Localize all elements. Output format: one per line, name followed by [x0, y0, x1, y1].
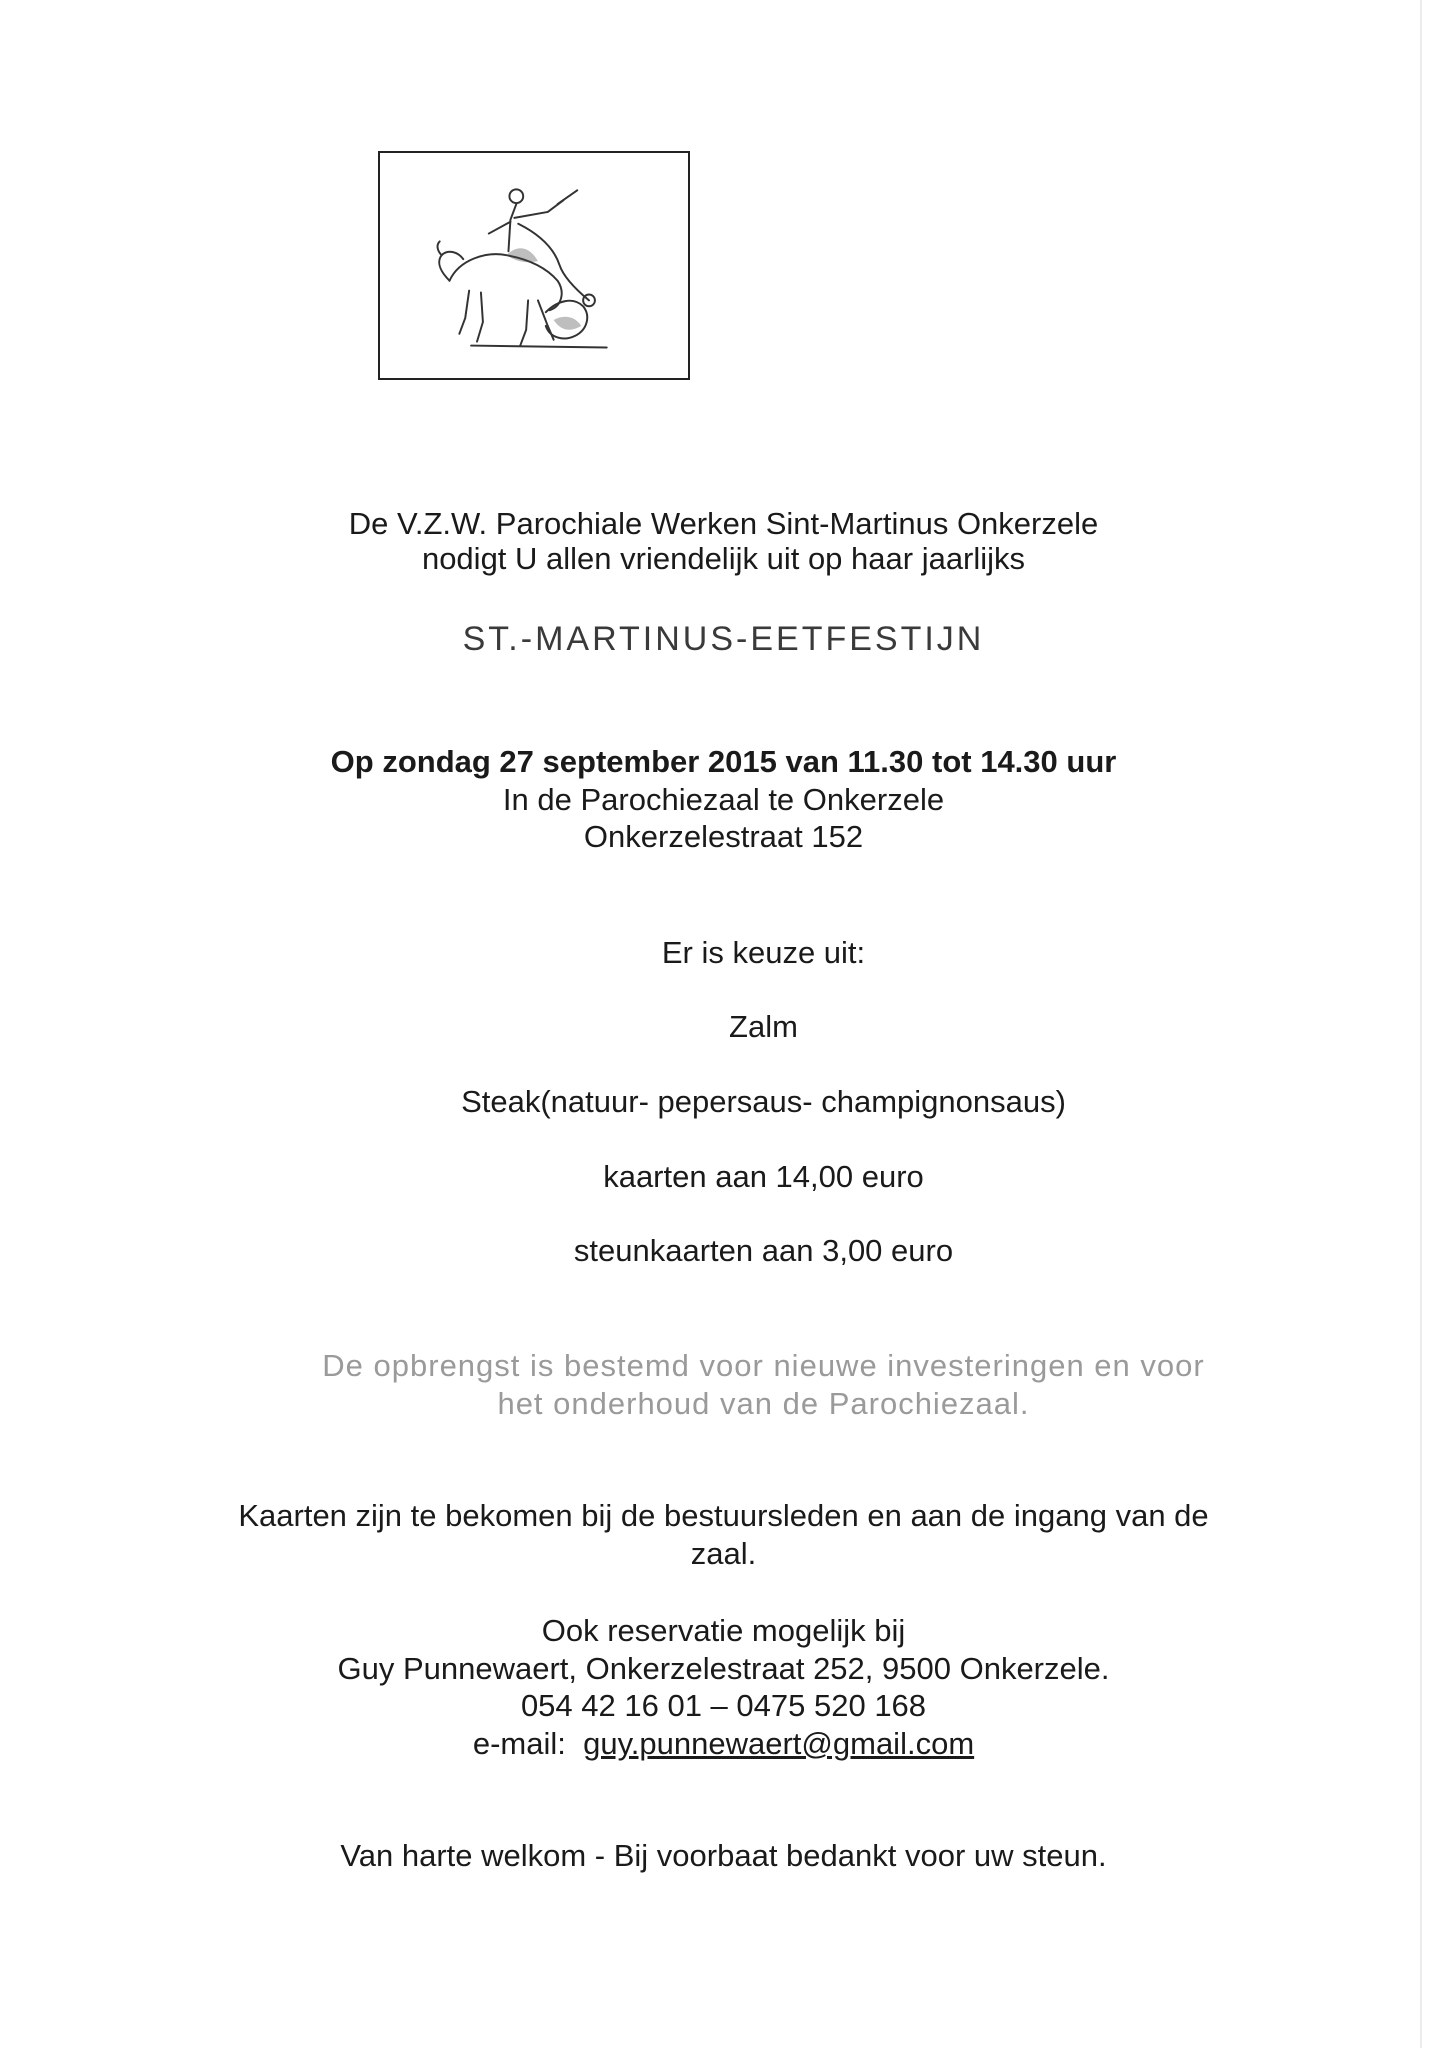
menu-item-zalm: Zalm: [729, 1009, 798, 1044]
support-card-price: steunkaarten aan 3,00 euro: [573, 1233, 954, 1268]
reservation-phones: 054 42 16 01 – 0475 520 168: [520, 1688, 927, 1723]
tickets-line-1: Kaarten zijn te bekomen bij de bestuursleden en aan de ingang van de: [238, 1498, 1209, 1533]
event-date-time: Op zondag 27 september 2015 van 11.30 tot 14.30 uur: [330, 744, 1117, 779]
email-label: e-mail:: [472, 1726, 566, 1761]
card-price: kaarten aan 14,00 euro: [603, 1159, 924, 1194]
event-venue: In de Parochiezaal te Onkerzele: [502, 782, 945, 817]
event-title: ST.-MARTINUS-EETFESTIJN: [462, 620, 985, 658]
menu-item-steak: Steak(natuur- pepersaus- champignonsaus): [461, 1084, 1066, 1119]
menu-intro: Er is keuze uit:: [661, 935, 866, 970]
proceeds-line-1: De opbrengst is bestemd voor nieuwe investeringen en voor: [322, 1348, 1205, 1383]
saint-martin-on-horseback-icon: [380, 153, 688, 378]
scan-edge: [1420, 0, 1422, 2048]
closing-line: Van harte welkom - Bij voorbaat bedankt voor uw steun.: [340, 1838, 1107, 1873]
logo-frame: [378, 151, 690, 380]
organizer-line: De V.Z.W. Parochiale Werken Sint-Martinus Onkerzele: [348, 506, 1099, 541]
reservation-email-line: [0, 1725, 1447, 1763]
event-address: Onkerzelestraat 152: [583, 819, 864, 854]
tickets-line-2: zaal.: [690, 1536, 757, 1571]
invitation-line: nodigt U allen vriendelijk uit op haar jaarlijks: [421, 541, 1026, 576]
proceeds-line-2: het onderhoud van de Parochiezaal.: [497, 1386, 1030, 1421]
reservation-contact: Guy Punnewaert, Onkerzelestraat 252, 9500 Onkerzele.: [337, 1651, 1110, 1686]
email-link[interactable]: guy.punnewaert@gmail.com: [583, 1726, 975, 1761]
reservation-intro: Ook reservatie mogelijk bij: [541, 1613, 906, 1648]
